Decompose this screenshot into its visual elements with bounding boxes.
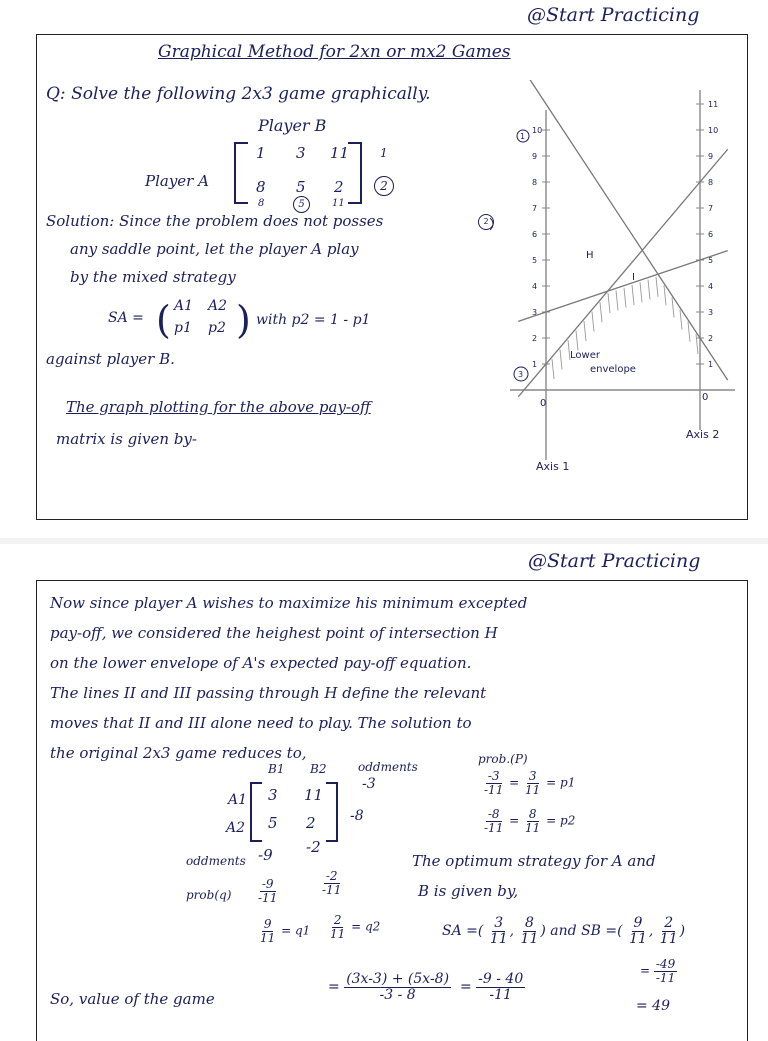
prob-name: = p2 — [546, 813, 576, 828]
prob-p-row: $\frac{-3}{-11}$ = $\frac{3}{11}$ = p1 — [484, 769, 576, 797]
prob-p-header: prob.(P) — [478, 752, 528, 766]
origin-left: 0 — [540, 398, 547, 409]
hatch-stroke — [608, 293, 610, 313]
row-head: A1 — [228, 792, 248, 808]
reduced-cell: 5 — [268, 814, 278, 832]
strategy-bottom: p1 — [174, 320, 192, 336]
and-word: and — [550, 923, 577, 940]
frac-num: 8 — [525, 915, 534, 931]
col-head: B2 — [310, 762, 327, 776]
hatch-stroke — [632, 285, 634, 305]
hatch-stroke — [592, 312, 594, 332]
tick-label-left: 1 — [532, 360, 538, 369]
q-name: = q2 — [351, 919, 381, 934]
reduced-cell: 11 — [304, 786, 324, 804]
matrix-right-bracket — [348, 142, 362, 204]
tick-label-left: 10 — [532, 126, 543, 135]
graph-text: matrix is given by- — [56, 430, 197, 448]
point-h: H — [586, 250, 594, 261]
paragraph-line: The lines II and III passing through H define the relevant — [50, 684, 487, 702]
tick-label-left: 6 — [532, 230, 538, 239]
frac-num: 3 — [528, 769, 537, 783]
hatch-stroke — [688, 322, 690, 342]
col-max: 8 — [258, 198, 265, 209]
hatch-stroke — [600, 302, 602, 322]
brand-label-top: @Start Practicing — [527, 4, 700, 26]
row-oddment: -8 — [350, 808, 364, 824]
tick-label-left: 5 — [532, 256, 538, 265]
frac-den: 11 — [525, 820, 541, 835]
graph-svg — [490, 80, 740, 480]
frac-num: -8 — [487, 807, 500, 821]
solution-line: by the mixed strategy — [70, 268, 236, 286]
axis1-label: Axis 1 — [536, 460, 570, 473]
frac-num: -49 — [655, 957, 676, 971]
row-oddment: -3 — [362, 776, 376, 792]
hatch-stroke — [672, 297, 674, 317]
frac-num: -9 — [261, 877, 274, 891]
solution-line: any saddle point, let the player A play — [70, 240, 359, 258]
sa-result-label: SA = — [442, 923, 478, 940]
tick-label-right: 6 — [708, 230, 714, 239]
value-equation: = $\frac{(3x-3) + (5x-8)}{-3 - 8}$ = $\frac{-9 - 40}{-11}$ — [328, 971, 524, 1003]
page-title: Graphical Method for 2xn or mx2 Games — [158, 42, 511, 62]
reduced-cell: 3 — [268, 786, 278, 804]
tick-label-right: 10 — [708, 126, 719, 135]
hatch-stroke — [696, 334, 698, 354]
prob-q-label: prob(q) — [186, 888, 232, 902]
payoff-line-I — [518, 149, 727, 397]
frac-num: (3x-3) + (5x-8) — [346, 971, 450, 987]
question-text: Q: Solve the following 2x3 game graphically. — [46, 84, 431, 104]
against-line: against player B. — [46, 350, 175, 368]
frac-den: -11 — [258, 890, 278, 905]
strategy-top: A1 — [174, 298, 194, 314]
col-oddments-label: oddments — [186, 854, 246, 868]
optimum-text: The optimum strategy for A and — [412, 852, 656, 870]
lower-envelope-label: envelope — [590, 364, 636, 375]
frac-den: -3 - 8 — [379, 986, 416, 1003]
hatch-stroke — [552, 359, 554, 379]
sa-label: SA = — [108, 310, 144, 326]
matrix-cell: 3 — [296, 144, 306, 162]
frac-den: 11 — [260, 930, 276, 945]
line-marker-text: 3 — [518, 370, 524, 379]
point-i: I — [632, 272, 635, 283]
paragraph-line: Now since player A wishes to maximize his minimum excepted — [50, 594, 528, 612]
tick-label-right: 5 — [708, 256, 714, 265]
frac-den: -11 — [322, 882, 342, 897]
row-min: 1 — [380, 146, 388, 160]
reduced-right-bracket — [326, 782, 338, 842]
tick-label-right: 1 — [708, 360, 714, 369]
prob-name: = p1 — [546, 775, 576, 790]
frac-den: -11 — [484, 820, 504, 835]
frac-num: 2 — [664, 915, 674, 931]
origin-right: 0 — [702, 392, 709, 403]
matrix-cell: 8 — [256, 178, 266, 196]
hatch-stroke — [576, 331, 578, 351]
hatch-stroke — [624, 288, 626, 308]
hatch-stroke — [616, 290, 618, 310]
reduced-cell: 2 — [306, 814, 316, 832]
frac-num: -2 — [325, 869, 338, 883]
col-oddment: -2 — [306, 838, 321, 856]
frac-den: 11 — [629, 930, 647, 947]
row-min-circled: 2 — [374, 176, 394, 196]
frac-num: 9 — [263, 917, 272, 931]
payoff-lines — [518, 80, 727, 397]
axis2-label: Axis 2 — [686, 428, 720, 441]
matrix-left-bracket — [234, 142, 248, 204]
strategy-top: A2 — [208, 298, 228, 314]
hatch-stroke — [560, 349, 562, 369]
tick-label-right: 2 — [708, 334, 714, 343]
paragraph-line: the original 2x3 game reduces to, — [50, 744, 307, 762]
frac-num: 8 — [528, 807, 537, 821]
frac-num: -3 — [487, 769, 500, 783]
hatch-stroke — [584, 321, 586, 341]
player-b-label: Player B — [258, 116, 327, 135]
hatch-stroke — [640, 282, 642, 302]
line-marker-text: 1 — [520, 132, 526, 141]
lower-envelope-label: Lower — [570, 350, 600, 361]
frac-num: 9 — [633, 915, 643, 931]
frac-num: -9 - 40 — [478, 971, 524, 987]
sa-result: SA =( $\frac{3}{11}$ , $\frac{8}{11}$ ) and SB =( $\frac{9}{11}$ , $\frac{2}{11}$ ) — [442, 915, 686, 947]
frac-num: 3 — [494, 915, 504, 931]
value-final: = 49 — [636, 998, 670, 1014]
row-head: A2 — [226, 820, 246, 836]
hatch-stroke — [664, 285, 666, 305]
hatch-stroke — [648, 280, 650, 300]
col-max-circled: 5 — [293, 196, 310, 213]
col-head: B1 — [268, 762, 285, 776]
paren-left: ( — [156, 298, 171, 342]
paren-right: ) — [236, 298, 251, 342]
frac-den: 11 — [520, 930, 539, 947]
tick-label-left: 9 — [532, 152, 538, 161]
hatch-stroke — [680, 310, 682, 330]
tick-label-right: 4 — [708, 282, 714, 291]
player-a-label: Player A — [145, 172, 209, 190]
prob-p-row: $\frac{-8}{-11}$ = $\frac{8}{11}$ = p2 — [484, 807, 576, 835]
solution-line: Solution: Since the problem does not posses — [46, 212, 384, 230]
frac-den: 11 — [489, 930, 508, 947]
oddments-header: oddments — [358, 760, 418, 774]
tick-label-left: 4 — [532, 282, 538, 291]
optimum-text: B is given by, — [418, 882, 519, 900]
brand-label-bottom: @Start Practicing — [528, 550, 701, 572]
frac-num: 2 — [333, 913, 342, 927]
hatch-stroke — [656, 277, 658, 297]
tick-label-left: 3 — [532, 308, 538, 317]
tick-label-right: 8 — [708, 178, 714, 187]
matrix-cell: 2 — [334, 178, 344, 196]
sb-result-label: SB = — [581, 923, 618, 940]
tick-label-left: 2 — [532, 334, 538, 343]
frac-den: 11 — [525, 782, 541, 797]
frac-den: -11 — [655, 970, 676, 985]
paragraph-line: pay-off, we considered the heighest point of intersection H — [50, 624, 498, 642]
frac-den: -11 — [484, 782, 504, 797]
matrix-cell: 1 — [256, 144, 266, 162]
tick-label-right: 11 — [708, 100, 719, 109]
strategy-bottom: p2 — [208, 320, 226, 336]
col-max: 11 — [332, 198, 345, 209]
ticks-left — [532, 126, 550, 369]
frac-den: 11 — [330, 926, 346, 941]
line-marker-2: 2 — [478, 214, 494, 230]
tick-label-left: 7 — [532, 204, 538, 213]
tick-label-left: 8 — [532, 178, 538, 187]
matrix-cell: 11 — [330, 144, 350, 162]
page-divider — [0, 538, 768, 544]
matrix-cell: 5 — [296, 178, 306, 196]
q-name: = q1 — [281, 923, 311, 938]
col-oddment: -9 — [258, 846, 273, 864]
frac-den: 11 — [659, 930, 678, 947]
tick-label-right: 3 — [708, 308, 714, 317]
strategy-with: with p2 = 1 - p1 — [256, 312, 371, 328]
reduced-left-bracket — [250, 782, 262, 842]
graph-text: The graph plotting for the above pay-off — [66, 398, 371, 416]
value-label: So, value of the game — [50, 990, 215, 1008]
tick-label-right: 9 — [708, 152, 714, 161]
frac-den: -11 — [489, 986, 512, 1003]
tick-label-right: 7 — [708, 204, 714, 213]
paragraph-line: moves that II and III alone need to play. The solution to — [50, 714, 472, 732]
paragraph-line: on the lower envelope of A's expected pay-off equation. — [50, 654, 472, 672]
